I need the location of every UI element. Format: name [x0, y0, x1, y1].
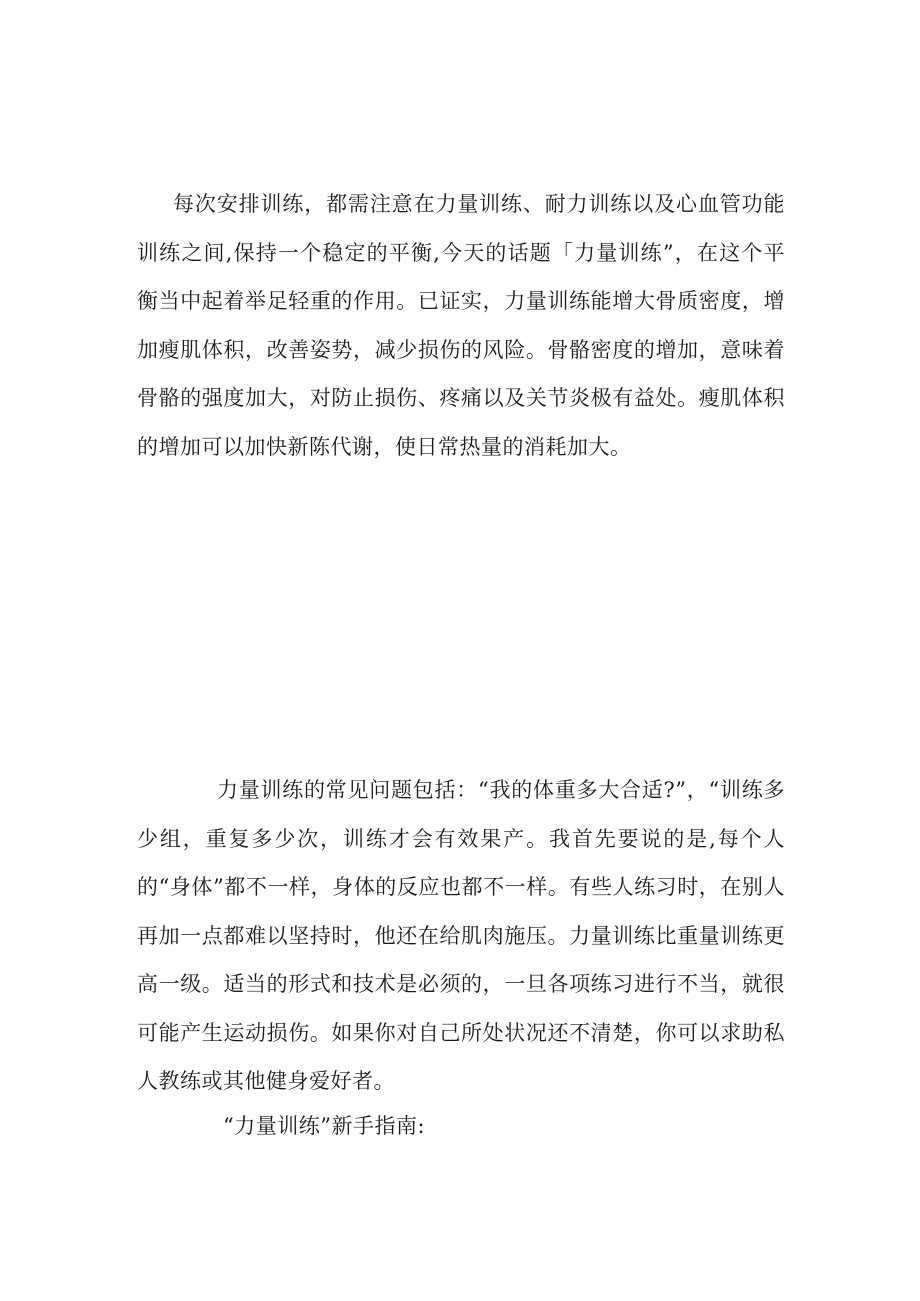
paragraph-common-questions: 力量训练的常见问题包括：“我的体重多大合适?”，“训练多少组，重复多少次，训练才会有效果产。我首先要说的是,每个人的“身体”都不一样，身体的反应也都不一样。有些人练习时，在别人再加一点都难以坚持时，他还在给肌肉施压。力量训练比重量训练更高一级。适当的形式和技术是必须的，一旦各项练习进行不当，就很可能产生运动损伤。如果你对自己所处状况还不清楚，你可以求助私人教练或其他健身爱好者。	[137, 778, 785, 1093]
paragraph-training-balance: 每次安排训练，都需注意在力量训练、耐力训练以及心血管功能训练之间,保持一个稳定的平衡,今天的话题「力量训练”，在这个平衡当中起着举足轻重的作用。已证实，力量训练能增大骨质密度，增加瘦肌体积，改善姿势，减少损伤的风险。骨骼密度的增加，意味着骨骼的强度加大，对防止损伤、疼痛以及关节炎极有益处。瘦肌体积的增加可以加快新陈代谢，使日常热量的消耗加大。	[137, 192, 785, 459]
heading-beginner-guide: “力量训练”新手指南:	[223, 1114, 426, 1138]
